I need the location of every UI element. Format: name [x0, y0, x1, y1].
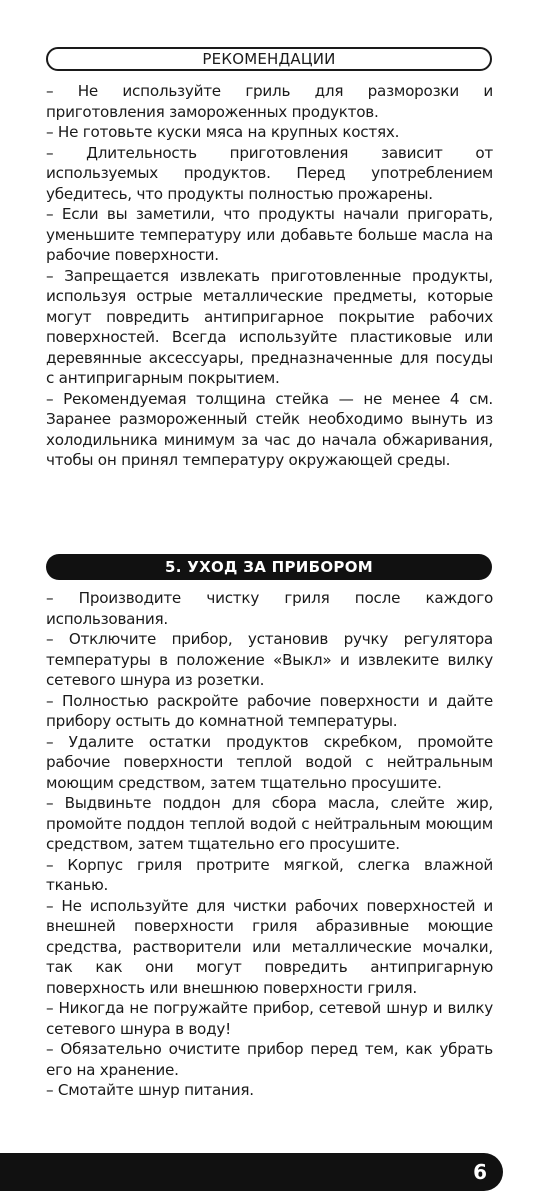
- recommendations-list: [46, 81, 493, 471]
- list-item: – Отключите прибор, установив ручку регулятора температуры в положение «Выкл» и извлеките вилку сетевого шнура из розетки.: [46, 630, 493, 689]
- footer-bar: [0, 1153, 503, 1191]
- list-item: – Рекомендуемая толщина стейка — не менее 4 см. Заранее размороженный стейк необходимо вынуть из холодильника минимум за час до начала обжаривания, чтобы он принял температуру окружающей среды.: [46, 389, 493, 469]
- list-item: – Корпус гриля протрите мягкой, слегка влажной тканью.: [46, 855, 493, 894]
- list-item: – Обязательно очистите прибор перед тем, как убрать его на хранение.: [46, 1040, 493, 1079]
- list-item: – Не используйте гриль для разморозки и приготовления замороженных продуктов.: [46, 82, 493, 121]
- list-item: – Смотайте шнур питания.: [46, 1081, 254, 1099]
- care-list: [46, 588, 493, 1101]
- list-item: – Выдвиньте поддон для сбора масла, слейте жир, промойте поддон теплой водой с нейтральным моющим средством, затем тщательно его просушите.: [46, 794, 493, 853]
- list-item: – Удалите остатки продуктов скребком, промойте рабочие поверхности теплой водой с нейтральным моющим средством, затем тщательно просушите.: [46, 732, 493, 792]
- list-item: – Если вы заметили, что продукты начали пригорать, уменьшите температуру или добавьте больше масла на рабочие поверхности.: [46, 205, 493, 264]
- list-item: – Длительность приготовления зависит от используемых продуктов. Перед употреблением убедитесь, что продукты полностью прожарены.: [46, 143, 493, 203]
- list-item: – Производите чистку гриля после каждого использования.: [46, 589, 493, 628]
- care-title: 5. УХОД ЗА ПРИБОРОМ: [165, 558, 373, 576]
- list-item: – Никогда не погружайте прибор, сетевой шнур и вилку сетевого шнура в воду!: [46, 999, 493, 1038]
- list-item: – Полностью раскройте рабочие поверхности и дайте прибору остыть до комнатной температуры.: [46, 691, 493, 730]
- list-item: – Не готовьте куски мяса на крупных костях.: [46, 123, 400, 141]
- page-number: 6: [473, 1160, 487, 1184]
- list-item: – Не используйте для чистки рабочих поверхностей и внешней поверхности гриля абразивные моющие средства, растворители или металлические мочалки, так как они могут повредить антипригарную поверхность или внешнюю поверхности гриля.: [46, 896, 493, 997]
- care-heading: [46, 554, 492, 580]
- list-item: – Запрещается извлекать приготовленные продукты, используя острые металлические предметы, которые могут повредить антипригарное покрытие рабочих поверхностей. Всегда используйте пластиковые или деревянные аксессуары, предназначенные для посуды с антипригарным покрытием.: [46, 266, 493, 387]
- recommendations-title: РЕКОМЕНДАЦИИ: [202, 50, 336, 68]
- recommendations-heading: [46, 47, 492, 71]
